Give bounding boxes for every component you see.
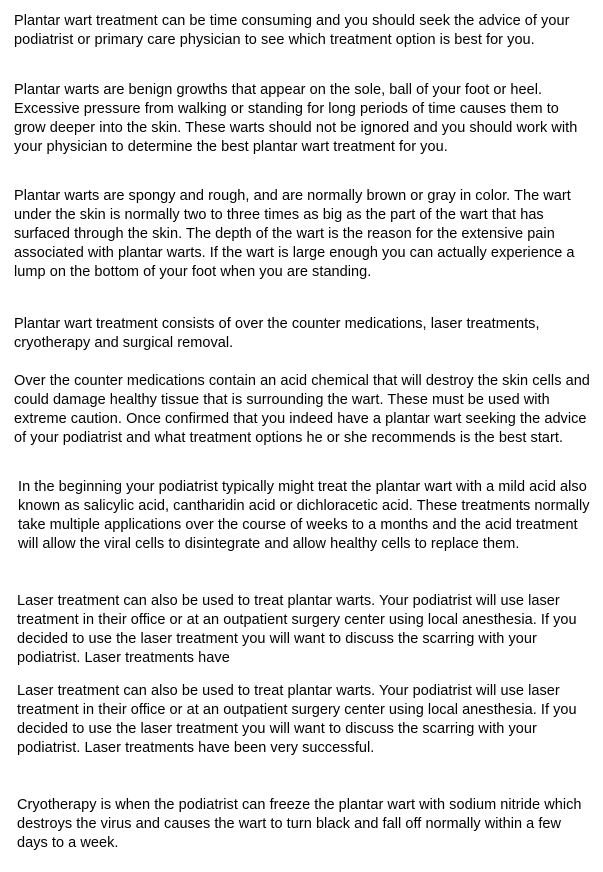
paragraph-cryotherapy: Cryotherapy is when the podiatrist can freeze the plantar wart with sodium nitride which destroys the virus and causes the wart to turn black and fall off normally within a few days to a week.: [17, 797, 582, 851]
paragraph-treatment-options: Plantar wart treatment consists of over the counter medications, laser treatments, cryotherapy and surgical removal.: [14, 316, 540, 351]
paragraph-otc-medications: Over the counter medications contain an acid chemical that will destroy the skin cells and could damage healthy tissue that is surrounding the wart. These must be used with extreme caution. Once confirmed that you indeed have a plantar wart seeking the advice of your podiatrist and what treatment options he or she recommends is the best start.: [14, 373, 590, 446]
paragraph-what-are-plantar-warts: Plantar warts are benign growths that appear on the sole, ball of your foot or heel. Excessive pressure from walking or standing for long periods of time causes them to grow deeper into the skin. These warts should not be ignored and you should work with your physician to determine the best plantar wart treatment for you.: [14, 82, 578, 155]
paragraph-laser-treatment-truncated: Laser treatment can also be used to treat plantar warts. Your podiatrist will use laser treatment in their office or at an outpatient surgery center using local anesthesia. If you decided to use the laser treatment you will want to discuss the scarring with your podiatrist. Laser treatments have: [17, 593, 577, 666]
paragraph-appearance: Plantar warts are spongy and rough, and are normally brown or gray in color. The wart under the skin is normally two to three times as big as the part of the wart that has surfaced through the skin. The depth of the wart is the reason for the extensive pain associated with plantar warts. If the wart is large enough you can actually experience a lump on the bottom of your foot when you are standing.: [14, 188, 575, 280]
paragraph-acid-treatment: In the beginning your podiatrist typically might treat the plantar wart with a mild acid also known as salicylic acid, cantharidin acid or dichloracetic acid. These treatments normally take multiple applications over the course of weeks to a months and the acid treatment will allow the viral cells to disintegrate and allow healthy cells to replace them.: [18, 479, 590, 552]
paragraph-laser-treatment: Laser treatment can also be used to treat plantar warts. Your podiatrist will use laser treatment in their office or at an outpatient surgery center using local anesthesia. If you decided to use the laser treatment you will want to discuss the scarring with your podiatrist. Laser treatments have been very successful.: [17, 683, 577, 756]
paragraph-intro: Plantar wart treatment can be time consuming and you should seek the advice of your podiatrist or primary care physician to see which treatment option is best for you.: [14, 13, 570, 48]
